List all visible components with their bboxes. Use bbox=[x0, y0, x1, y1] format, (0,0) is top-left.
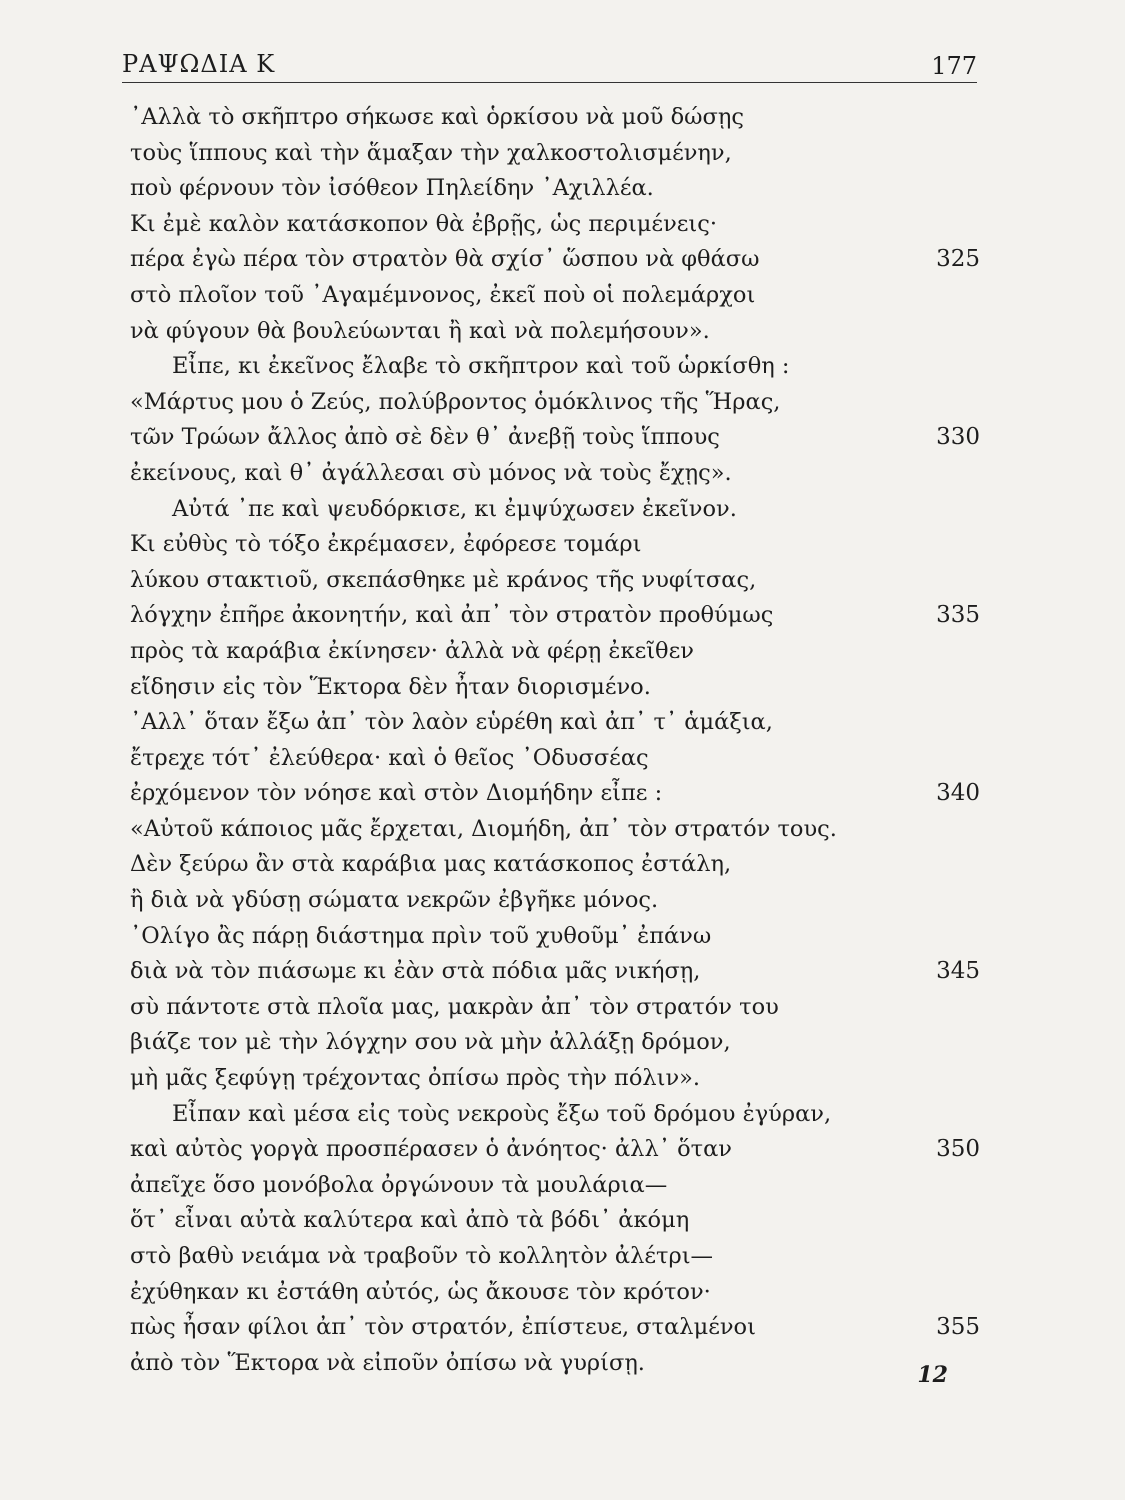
verse-line bbox=[130, 1346, 980, 1382]
verse-line bbox=[130, 385, 980, 421]
running-head: ΡΑΨΩΔΙΑ Κ bbox=[122, 50, 276, 78]
verse-line bbox=[130, 278, 980, 314]
verse-line bbox=[130, 207, 980, 243]
verse-text: πὼς ἦσαν φίλοι ἀπ᾿ τὸν στρατόν, ἐπίστευε, σταλμένοι bbox=[130, 1314, 756, 1341]
verse-text: Κι εὐθὺς τὸ τόξο ἐκρέμασεν, ἐφόρεσε τομάρι bbox=[130, 531, 642, 558]
verse-text: Εἶπαν καὶ μέσα εἰς τοὺς νεκροὺς ἔξω τοῦ δρόμου ἐγύραν, bbox=[172, 1100, 832, 1127]
verse-line bbox=[130, 314, 980, 350]
verse-number: 335 bbox=[936, 602, 980, 629]
header-rule bbox=[122, 82, 977, 83]
verse-text: στὸ πλοῖον τοῦ ᾿Αγαμέμνονος, ἐκεῖ ποὺ οἱ πολεμάρχοι bbox=[130, 281, 756, 308]
verse-line bbox=[130, 1203, 980, 1239]
verse-text: ἀπεῖχε ὅσο μονόβολα ὀργώνουν τὰ μουλάρια— bbox=[130, 1171, 668, 1198]
verse-line bbox=[130, 1275, 980, 1311]
verse-line bbox=[130, 812, 980, 848]
verse-number: 350 bbox=[936, 1136, 980, 1163]
verse-line bbox=[130, 919, 980, 955]
verse-line bbox=[130, 705, 980, 741]
verse-line bbox=[130, 634, 980, 670]
verse-text: ἐκείνους, καὶ θ᾿ ἀγάλλεσαι σὺ μόνος νὰ τοὺς ἔχῃς». bbox=[130, 459, 732, 486]
verse-line bbox=[130, 563, 980, 599]
verse-list bbox=[130, 100, 980, 1381]
verse-line bbox=[130, 1061, 980, 1097]
verse-line bbox=[130, 776, 980, 812]
verse-text: σὺ πάντοτε στὰ πλοῖα μας, μακρὰν ἀπ᾿ τὸν στρατόν του bbox=[130, 993, 779, 1020]
verse-text: ᾿Αλλ᾿ ὅταν ἔξω ἀπ᾿ τὸν λαὸν εὑρέθη καὶ ἀπ᾿ τ᾿ ἁμάξια, bbox=[130, 709, 773, 736]
verse-line bbox=[130, 100, 980, 136]
verse-number: 340 bbox=[936, 780, 980, 807]
verse-line bbox=[130, 492, 980, 528]
verse-text: καὶ αὐτὸς γοργὰ προσπέρασεν ὁ ἀνόητος· ἀλλ᾿ ὅταν bbox=[130, 1136, 732, 1163]
verse-text: εἴδησιν εἰς τὸν Ἕκτορα δὲν ἦταν διορισμένο. bbox=[130, 673, 651, 700]
verse-line bbox=[130, 883, 980, 919]
verse-text: ὅτ᾿ εἶναι αὐτὰ καλύτερα καὶ ἀπὸ τὰ βόδι᾿ ἀκόμη bbox=[130, 1207, 690, 1234]
verse-text: Δὲν ξεύρω ἂν στὰ καράβια μας κατάσκοπος ἐστάλη, bbox=[130, 851, 732, 878]
verse-text: Εἶπε, κι ἐκεῖνος ἔλαβε τὸ σκῆπτρον καὶ τοῦ ὡρκίσθη : bbox=[172, 353, 790, 380]
verse-text: ᾿Αλλὰ τὸ σκῆπτρο σήκωσε καὶ ὁρκίσου νὰ μοῦ δώσῃς bbox=[130, 104, 744, 130]
verse-line bbox=[130, 1310, 980, 1346]
verse-text: ἢ διὰ νὰ γδύσῃ σώματα νεκρῶν ἐβγῆκε μόνος. bbox=[130, 887, 659, 914]
verse-text: πρὸς τὰ καράβια ἐκίνησεν· ἀλλὰ νὰ φέρῃ ἐκεῖθεν bbox=[130, 637, 694, 664]
verse-line bbox=[130, 990, 980, 1026]
signature-mark: 12 bbox=[917, 1362, 948, 1388]
verse-line bbox=[130, 349, 980, 385]
verse-line bbox=[130, 598, 980, 634]
verse-number: 330 bbox=[936, 424, 980, 451]
page-number: 177 bbox=[931, 52, 977, 80]
verse-line bbox=[130, 136, 980, 172]
verse-text: βιάζε τον μὲ τὴν λόγχην σου νὰ μὴν ἀλλάξῃ δρόμον, bbox=[130, 1029, 731, 1056]
verse-line bbox=[130, 1132, 980, 1168]
verse-text: Αὐτά ᾿πε καὶ ψευδόρκισε, κι ἐμψύχωσεν ἐκεῖνον. bbox=[172, 495, 737, 522]
verse-text: ᾿Ολίγο ἂς πάρῃ διάστημα πρὶν τοῦ χυθοῦμ᾿ ἐπάνω bbox=[130, 922, 712, 949]
verse-text: μὴ μᾶς ξεφύγῃ τρέχοντας ὀπίσω πρὸς τὴν πόλιν». bbox=[130, 1065, 701, 1092]
verse-line bbox=[130, 1239, 980, 1275]
verse-line bbox=[130, 527, 980, 563]
verse-line bbox=[130, 1025, 980, 1061]
verse-text: Κι ἐμὲ καλὸν κατάσκοπον θὰ ἐβρῇς, ὡς περιμένεις· bbox=[130, 210, 717, 237]
page-header bbox=[122, 46, 977, 82]
verse-line bbox=[130, 242, 980, 278]
verse-text: ποὺ φέρνουν τὸν ἰσόθεον Πηλείδην ᾿Αχιλλέα. bbox=[130, 175, 654, 202]
verse-text: λύκου στακτιοῦ, σκεπάσθηκε μὲ κράνος τῆς νυφίτσας, bbox=[130, 566, 757, 593]
verse-text: ἐχύθηκαν κι ἐστάθη αὐτός, ὡς ἄκουσε τὸν κρότον· bbox=[130, 1278, 711, 1305]
verse-text: πέρα ἐγὼ πέρα τὸν στρατὸν θὰ σχίσ᾿ ὥσπου νὰ φθάσω bbox=[130, 246, 760, 273]
verse-text: «Μάρτυς μου ὁ Ζεύς, πολύβροντος ὁμόκλινος τῆς Ἥρας, bbox=[130, 388, 781, 415]
verse-text: στὸ βαθὺ νειάμα νὰ τραβοῦν τὸ κολλητὸν ἀλέτρι— bbox=[130, 1243, 714, 1269]
verse-line bbox=[130, 954, 980, 990]
verse-line bbox=[130, 670, 980, 706]
verse-number: 325 bbox=[936, 246, 980, 273]
verse-line bbox=[130, 847, 980, 883]
verse-text: νὰ φύγουν θὰ βουλεύωνται ἢ καὶ νὰ πολεμήσουν». bbox=[130, 317, 710, 344]
verse-text: λόγχην ἐπῆρε ἀκονητήν, καὶ ἀπ᾿ τὸν στρατὸν προθύμως bbox=[130, 602, 774, 629]
verse-number: 355 bbox=[936, 1314, 980, 1341]
verse-text: «Αὐτοῦ κάποιος μᾶς ἔρχεται, Διομήδη, ἀπ᾿ τὸν στρατόν τους. bbox=[130, 815, 837, 842]
verse-text: ἀπὸ τὸν Ἕκτορα νὰ εἰποῦν ὀπίσω νὰ γυρίσῃ. bbox=[130, 1349, 645, 1376]
verse-line bbox=[130, 741, 980, 777]
verse-text: τοὺς ἵππους καὶ τὴν ἅμαξαν τὴν χαλκοστολισμένην, bbox=[130, 139, 732, 166]
verse-text: διὰ νὰ τὸν πιάσωμε κι ἐὰν στὰ πόδια μᾶς νικήσῃ, bbox=[130, 958, 701, 985]
verse-text: ἐρχόμενον τὸν νόησε καὶ στὸν Διομήδην εἶπε : bbox=[130, 780, 663, 807]
verse-line bbox=[130, 456, 980, 492]
verse-number: 345 bbox=[936, 958, 980, 985]
verse-line bbox=[130, 420, 980, 456]
verse-line bbox=[130, 1097, 980, 1133]
verse-line bbox=[130, 1168, 980, 1204]
verse-text: ἔτρεχε τότ᾿ ἐλεύθερα· καὶ ὁ θεῖος ᾿Οδυσσέας bbox=[130, 744, 649, 771]
verse-text: τῶν Τρώων ἄλλος ἀπὸ σὲ δὲν θ᾿ ἀνεβῇ τοὺς ἵππους bbox=[130, 424, 720, 451]
verse-line bbox=[130, 171, 980, 207]
